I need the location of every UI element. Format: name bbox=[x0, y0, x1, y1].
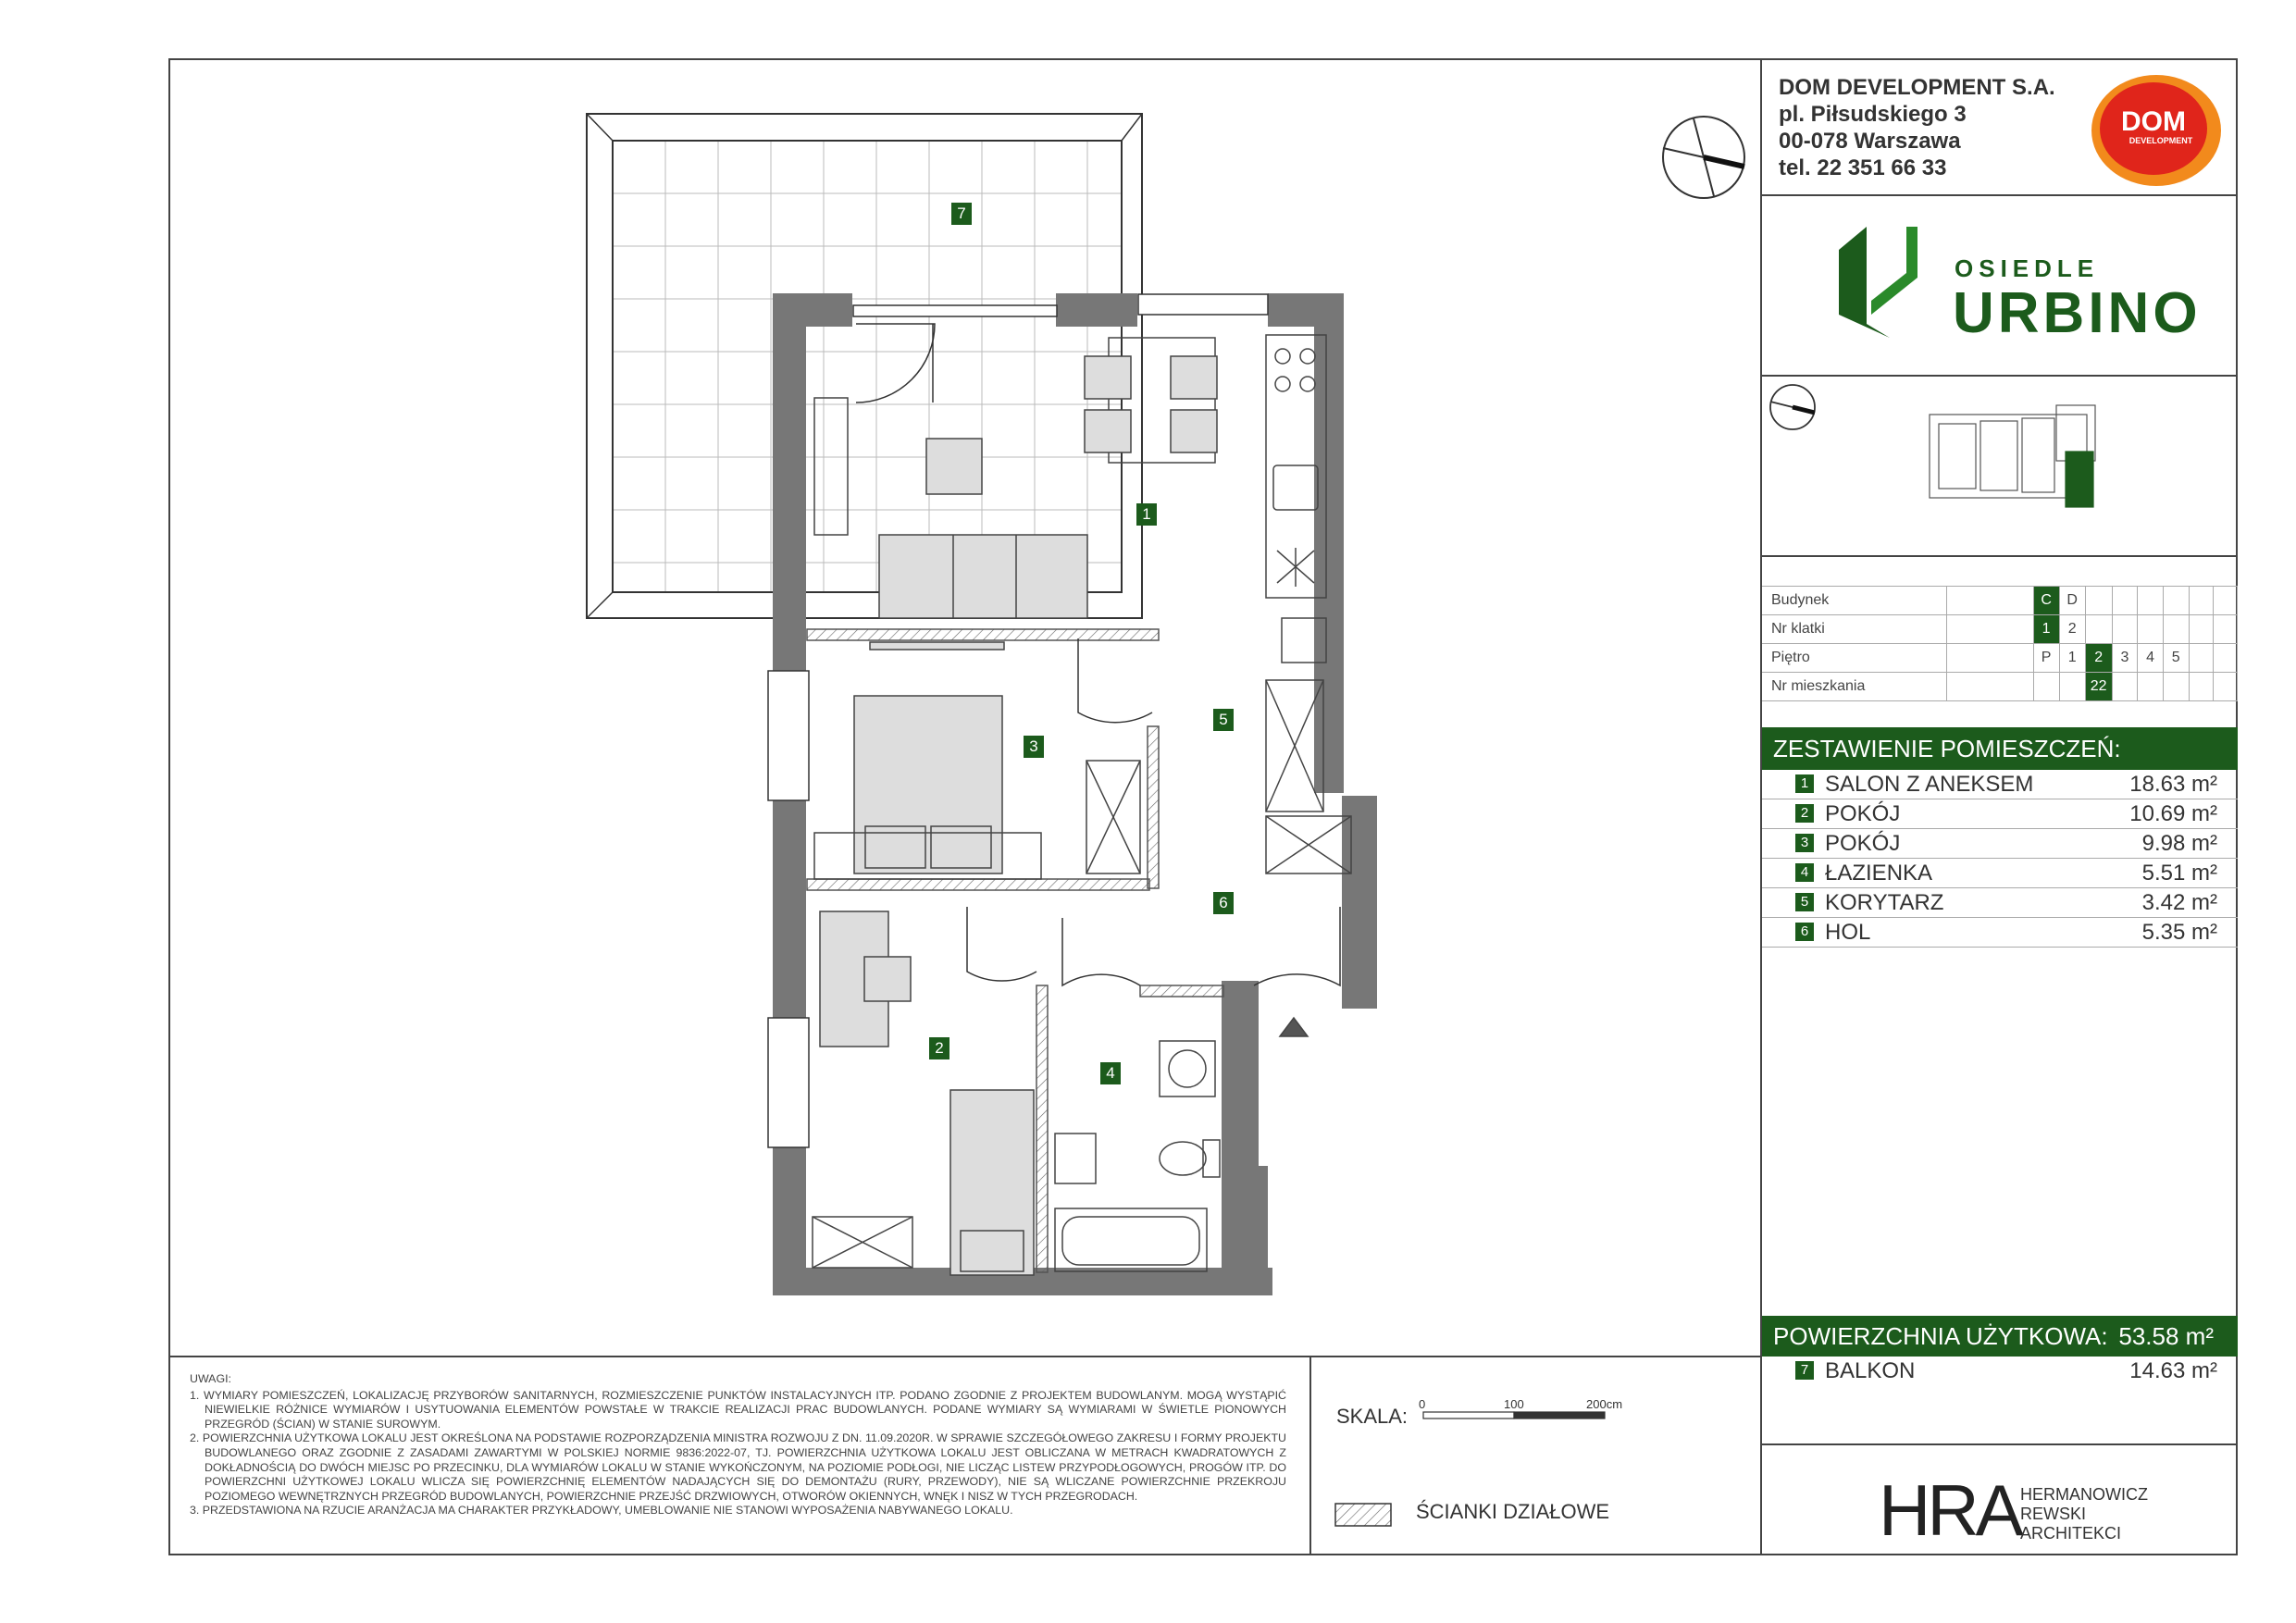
location-cell bbox=[2213, 587, 2237, 615]
location-spacer bbox=[1947, 673, 2033, 701]
bedroom-3-furniture bbox=[814, 618, 1351, 879]
scale-label: SKALA: bbox=[1336, 1405, 1409, 1428]
architect-line-2: REWSKI bbox=[2020, 1505, 2087, 1523]
location-cell bbox=[2213, 673, 2237, 701]
project-prefix: OSIEDLE bbox=[1955, 254, 2100, 282]
plan-tag-5: 5 bbox=[1213, 709, 1234, 731]
scale-tick-200: 200cm bbox=[1586, 1397, 1623, 1411]
legend-swatch bbox=[1335, 1504, 1391, 1526]
room-name: POKÓJ bbox=[1825, 801, 1901, 826]
scale-tick-0: 0 bbox=[1419, 1397, 1426, 1411]
location-row bbox=[1762, 644, 2238, 673]
location-cell: 2 bbox=[2059, 615, 2085, 644]
plan-tag-1: 1 bbox=[1136, 503, 1157, 526]
location-cell bbox=[2163, 587, 2189, 615]
dom-development-logo bbox=[2087, 69, 2226, 190]
location-cell bbox=[2138, 587, 2164, 615]
location-cell bbox=[2189, 644, 2213, 673]
location-row-label: Piętro bbox=[1762, 644, 1947, 673]
location-cell bbox=[2138, 673, 2164, 701]
legend-label: ŚCIANKI DZIAŁOWE bbox=[1416, 1500, 1610, 1523]
location-cell bbox=[2085, 615, 2112, 644]
compass-small-icon bbox=[1770, 385, 1815, 429]
architect-line-3: ARCHITEKCI bbox=[2020, 1524, 2122, 1542]
bathroom-fixtures bbox=[1055, 1018, 1308, 1271]
location-cell bbox=[2163, 615, 2189, 644]
location-row-label: Nr klatki bbox=[1762, 615, 1947, 644]
location-cell: D bbox=[2059, 587, 2085, 615]
room-area: 5.51 m² bbox=[2141, 861, 2217, 886]
room-row bbox=[1762, 770, 2238, 799]
architect-logo bbox=[1879, 1469, 2020, 1551]
location-cell bbox=[2189, 673, 2213, 701]
room-name: KORYTARZ bbox=[1825, 890, 1944, 915]
location-cell: 1 bbox=[2033, 615, 2059, 644]
project-name: URBINO bbox=[1953, 281, 2202, 345]
location-cell bbox=[2112, 587, 2138, 615]
location-cell: 2 bbox=[2085, 644, 2112, 673]
company-address-1: pl. Piłsudskiego 3 bbox=[1779, 102, 1967, 127]
room-row bbox=[1762, 888, 2238, 918]
room-row bbox=[1762, 918, 2238, 948]
location-cell bbox=[2189, 615, 2213, 644]
location-spacer bbox=[1947, 644, 2033, 673]
notes-heading: UWAGI: bbox=[190, 1372, 231, 1385]
location-row bbox=[1762, 587, 2238, 615]
location-cell bbox=[2213, 644, 2237, 673]
company-info bbox=[1779, 74, 2055, 181]
notes-block bbox=[190, 1372, 1286, 1518]
rooms-heading: ZESTAWIENIE POMIESZCZEŃ: bbox=[1762, 727, 2238, 770]
total-area-bar bbox=[1762, 1316, 2238, 1357]
company-phone: tel. 22 351 66 33 bbox=[1779, 155, 1947, 180]
location-cell bbox=[2112, 615, 2138, 644]
architect-name bbox=[2020, 1485, 2148, 1543]
location-cell: 4 bbox=[2138, 644, 2164, 673]
location-cell: 5 bbox=[2163, 644, 2189, 673]
room-num: 1 bbox=[1795, 774, 1814, 793]
plan-tag-4: 4 bbox=[1100, 1062, 1121, 1084]
logo-sub-text: DEVELOPMENT bbox=[2128, 136, 2193, 145]
location-cell bbox=[2059, 673, 2085, 701]
room-row bbox=[1762, 859, 2238, 888]
room-area: 9.98 m² bbox=[2141, 831, 2217, 856]
room-row bbox=[1762, 829, 2238, 859]
company-name: DOM DEVELOPMENT S.A. bbox=[1779, 75, 2055, 100]
location-cell: P bbox=[2033, 644, 2059, 673]
location-spacer bbox=[1947, 587, 2033, 615]
room-name: ŁAZIENKA bbox=[1825, 861, 1933, 886]
location-row-label: Nr mieszkania bbox=[1762, 673, 1947, 701]
room-area: 18.63 m² bbox=[2129, 772, 2217, 797]
total-area-label: POWIERZCHNIA UŻYTKOWA: bbox=[1773, 1322, 2108, 1350]
room-name: HOL bbox=[1825, 920, 1871, 945]
room-num: 6 bbox=[1795, 923, 1814, 941]
plan-tag-6: 6 bbox=[1213, 892, 1234, 914]
balcony-row bbox=[1762, 1357, 2238, 1386]
balcony-name: BALKON bbox=[1825, 1358, 1916, 1383]
room-num: 5 bbox=[1795, 893, 1814, 911]
total-area-value: 53.58 m² bbox=[2118, 1322, 2214, 1350]
location-cell: C bbox=[2033, 587, 2059, 615]
location-cell bbox=[2163, 673, 2189, 701]
room-num: 4 bbox=[1795, 863, 1814, 882]
note-3: 3. PRZEDSTAWIONA NA RZUCIE ARANŻACJA MA CHARAKTER PRZYKŁADOWY, UMEBLOWANIE NIE STANOWI WYPOSAŻENIA NABYWANEGO LOKALU. bbox=[190, 1504, 1013, 1518]
location-cell: 22 bbox=[2085, 673, 2112, 701]
location-cell: 3 bbox=[2112, 644, 2138, 673]
room-area: 3.42 m² bbox=[2141, 890, 2217, 915]
scale-bar bbox=[1423, 1412, 1605, 1419]
location-cell bbox=[2138, 615, 2164, 644]
company-address-2: 00-078 Warszawa bbox=[1779, 129, 1961, 154]
location-row bbox=[1762, 673, 2238, 701]
logo-main-text: DOM bbox=[2121, 106, 2186, 137]
building-key-plan bbox=[1930, 405, 2095, 507]
plan-tag-7: 7 bbox=[951, 203, 972, 225]
urbino-mark-icon bbox=[1834, 222, 1927, 342]
location-cell bbox=[2112, 673, 2138, 701]
room-num: 3 bbox=[1795, 834, 1814, 852]
plan-tag-2: 2 bbox=[929, 1037, 949, 1059]
room-area: 10.69 m² bbox=[2129, 801, 2217, 826]
balcony-num: 7 bbox=[1795, 1361, 1814, 1380]
compass-icon bbox=[1663, 117, 1744, 198]
location-cell bbox=[2189, 587, 2213, 615]
location-row-label: Budynek bbox=[1762, 587, 1947, 615]
plan-tag-3: 3 bbox=[1024, 736, 1044, 758]
location-cell bbox=[2033, 673, 2059, 701]
room-row bbox=[1762, 799, 2238, 829]
room-area: 5.35 m² bbox=[2141, 920, 2217, 945]
balcony-area: 14.63 m² bbox=[2129, 1358, 2217, 1383]
location-row bbox=[1762, 615, 2238, 644]
room-num: 2 bbox=[1795, 804, 1814, 823]
note-1: 1. WYMIARY POMIESZCZEŃ, LOKALIZACJĘ PRZYBORÓW SANITARNYCH, ROZMIESZCZENIE PUNKTÓW INSTALACYJNYCH ITP. PODANO ZGODNIE Z PROJEKTEM BUDOWLANYM. MOGĄ WYSTĄPIĆ NIEWIELKIE RÓŻNICE WYMIARÓW I USYTUOWANIA ELEMENTÓW POWSTAŁE W TRAKCIE REALIZACJI PRAC BUDOWLANYCH. PODANE WYMIARY SĄ WYMIARAMI W ŚWIETLE PIONOWYCH PRZEGRÓD (ŚCIAN) W STANIE SUROWYM. bbox=[190, 1388, 1286, 1431]
bedroom-2-furniture bbox=[813, 911, 1034, 1275]
location-cell: 1 bbox=[2059, 644, 2085, 673]
note-2: 2. POWIERZCHNIA UŻYTKOWA LOKALU JEST OKREŚLONA NA PODSTAWIE ROZPORZĄDZENIA MINISTRA ROZWOJU Z DN. 11.09.2020R. W SPRAWIE SZCZEGÓŁOWEGO ZAKRESU I FORMY PROJEKTU BUDOWLANEGO ORAZ ZGODNIE Z ZASADAMI ZAWARTYMI W POLSKIEJ NORMIE 9836:2022-07, TJ. POWIERZCHNIA UŻYTKOWA LOKALU JEST OBLICZANA W METRACH KWADRATOWYCH Z DOKŁADNOŚCIĄ DO DWÓCH MIEJSC PO PRZECINKU, DLA WYMIARÓW LOKALU W STANIE WYKOŃCZONYM, NA POZIOMIE PODŁOGI, NIE LICZĄC LISTEW PRZYPODŁOGOWYCH, PROGÓW ITP. DO POWIERZCHNI UŻYTKOWEJ LOKALU WLICZA SIĘ POWIERZCHNIĘ ELEMENTÓW NADAJĄCYCH SIĘ DO DEMONTAŻU (RURY, PRZEWODY), NIE SĄ WLICZANE POWIERZCHNIE PRZEKROJU POZIOMEGO WEWNĘTRZNYCH PRZEGRÓD BUDOWLANYCH, POWIERZCHNIE PRZEJŚĆ DRZWIOWYCH, OTWORÓW OKIENNYCH, WNĘK I NISZ W TYCH PRZEGRODACH. bbox=[190, 1431, 1286, 1503]
room-name: POKÓJ bbox=[1825, 831, 1901, 856]
location-spacer bbox=[1947, 615, 2033, 644]
scale-tick-100: 100 bbox=[1504, 1397, 1524, 1411]
location-cell bbox=[2085, 587, 2112, 615]
room-name: SALON Z ANEKSEM bbox=[1825, 772, 2034, 797]
location-cell bbox=[2213, 615, 2237, 644]
architect-line-1: HERMANOWICZ bbox=[2020, 1485, 2148, 1504]
location-table bbox=[1762, 586, 2238, 701]
urbino-logo bbox=[1834, 222, 2202, 352]
architect-logo-text: HRA bbox=[1879, 1469, 2020, 1551]
